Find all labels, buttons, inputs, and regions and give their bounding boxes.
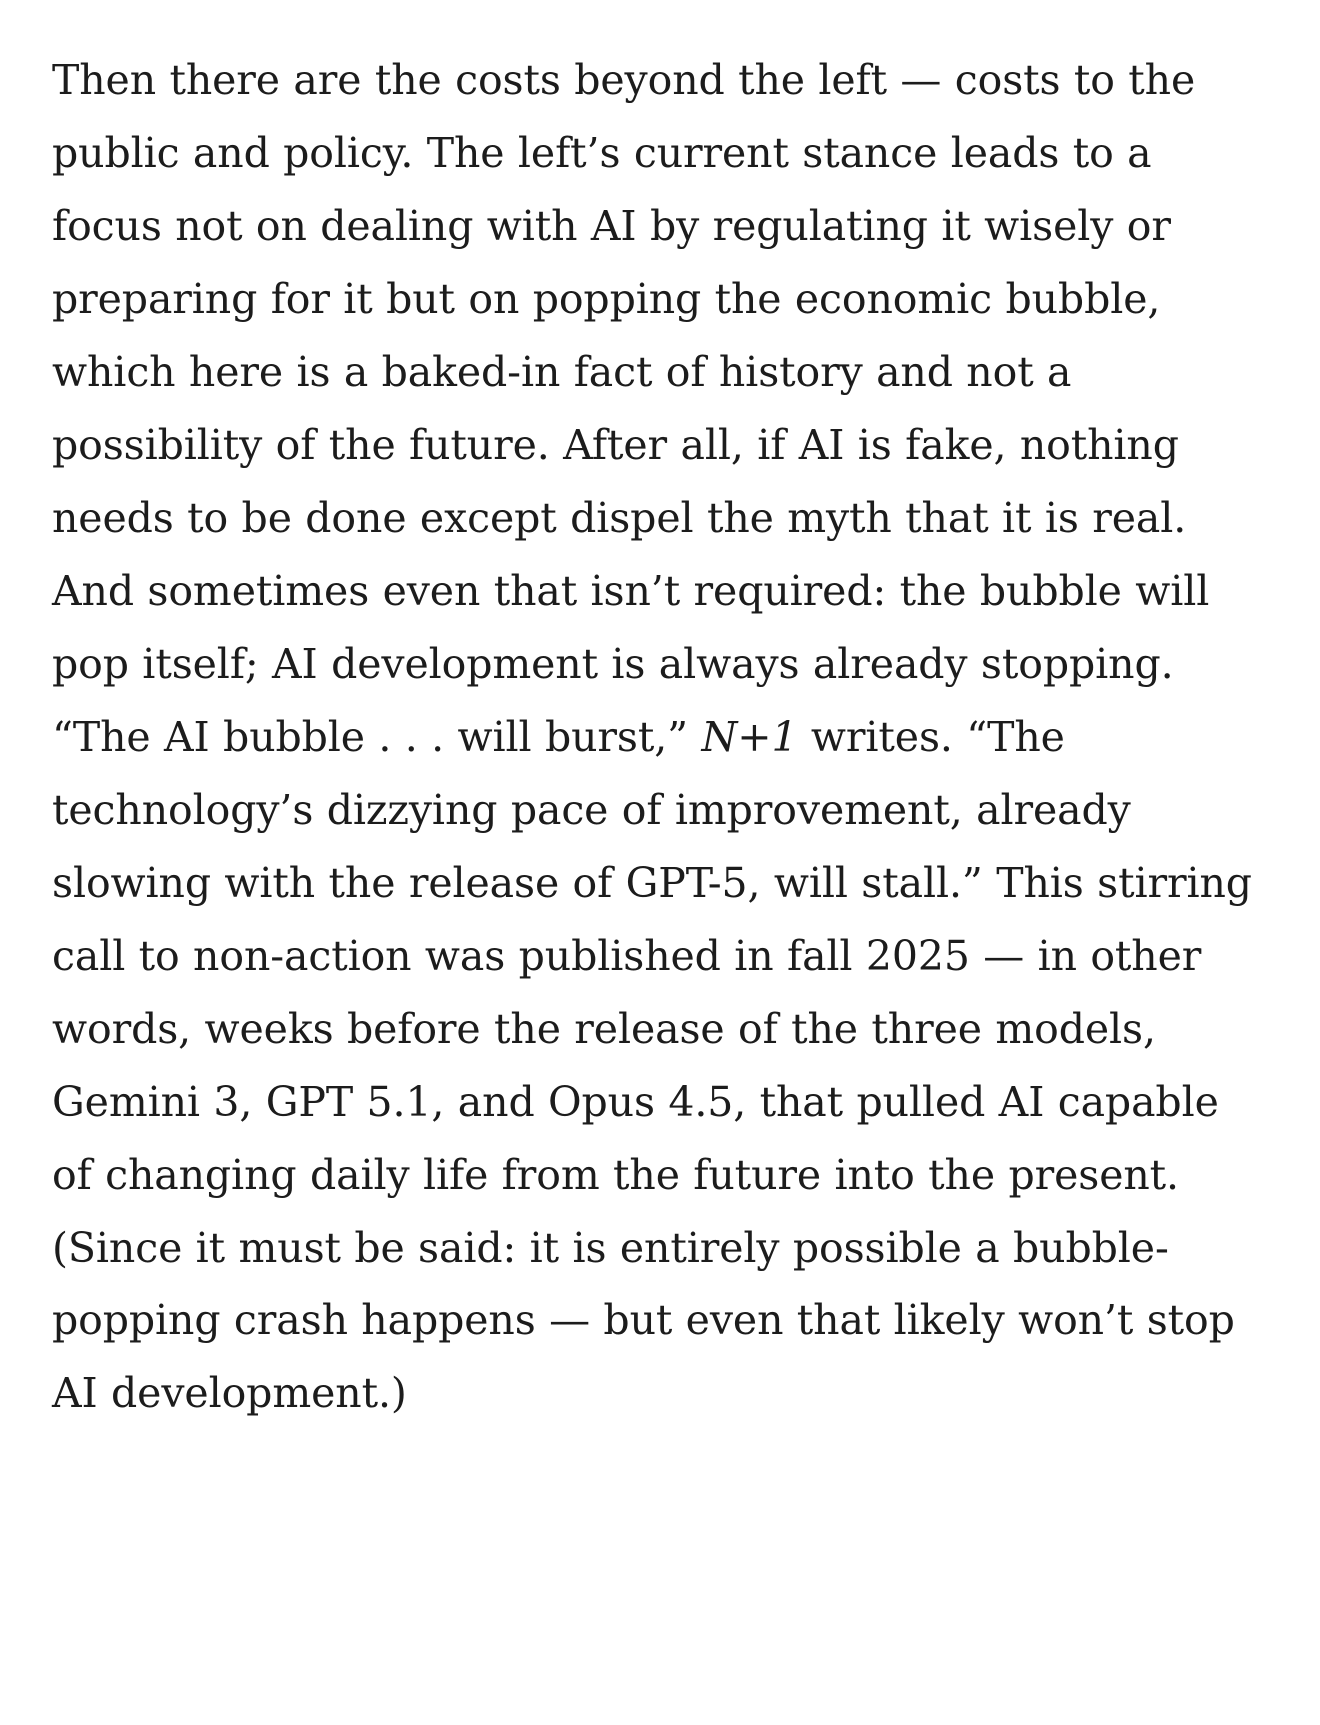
paragraph-text-part-2: writes. “The technology’s dizzying pace of improvement, already slowing with the release of GPT-5, will stall.” This stirring call to non-action was published in fall 2025 — in other words, weeks before the release of the three models, Gemini 3, GPT 5.1, and Opus 4.5, that pulled AI capable of changing daily life from the future into the present. (Since it must be said: it is entirely possible a bubble-popping crash happens — but even that likely won’t stop AI development.) [52,712,1252,1418]
paragraph-text-part-1: Then there are the costs beyond the left — costs to the public and policy. The left’s current stance leads to a focus not on dealing with AI by regulating it wisely or preparing for it but on popping the economic bubble, which here is a baked-in fact of history and not a possibility of the future. After all, if AI is fake, nothing needs to be done except dispel the myth that it is real. And sometimes even that isn’t required: the bubble will pop itself; AI development is always already stopping. “The AI bubble . . . will burst,” [52,56,1210,761]
article-body [52,44,1268,1430]
paragraph [52,44,1268,1430]
publication-name: N+1 [701,712,798,761]
